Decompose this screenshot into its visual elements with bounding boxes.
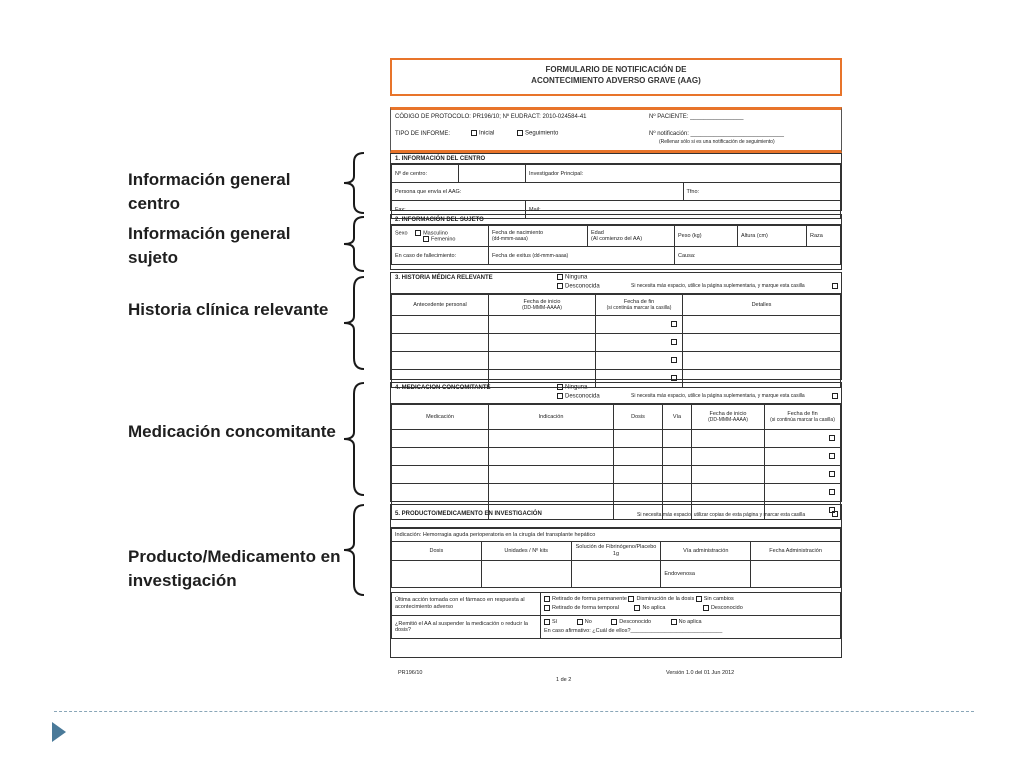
col-via: Vía [663, 405, 692, 430]
cell[interactable] [392, 466, 489, 484]
section-medicacion [390, 382, 842, 502]
section-producto [390, 504, 842, 658]
sexo-label: Sexo [395, 230, 408, 236]
historia-desconocida[interactable] [557, 283, 600, 290]
retirado-temporal-label: Retirado de forma temporal [552, 605, 619, 611]
cell[interactable] [683, 334, 841, 352]
protocol-code: CÓDIGO DE PROTOCOLO: PR196/10; Nº EUDRACT: 2010-024584-41 [395, 114, 587, 120]
checkbox-more-space[interactable] [832, 511, 838, 517]
option-desconocido2[interactable] [611, 619, 651, 625]
form-header [390, 107, 842, 153]
label-historia-clinica: Historia clínica relevante [128, 300, 329, 319]
cell[interactable] [692, 466, 765, 484]
cell[interactable] [392, 484, 489, 502]
cell[interactable] [392, 316, 489, 334]
checkbox-desconocida[interactable] [557, 393, 563, 399]
checkbox-continua[interactable] [829, 453, 835, 459]
persona-envia[interactable]: Persona que envía el AAG: [392, 183, 684, 201]
section-3-header [391, 273, 841, 294]
col-dosis: Dosis [614, 405, 663, 430]
form-title-line1: FORMULARIO DE NOTIFICACIÓN DE [545, 65, 687, 74]
table-row [392, 352, 841, 370]
section-4-title: 4. MEDICACION CONCOMITANTE [395, 385, 491, 391]
desconocida-label: Desconocida [565, 283, 600, 290]
report-type-label: TIPO DE INFORME: [395, 131, 451, 137]
centro-number-value[interactable] [459, 165, 526, 183]
option-no-aplica2[interactable] [671, 619, 702, 625]
edad-note: (Al comienzo del AA) [591, 236, 643, 242]
patient-number: Nº PACIENTE: ________________ [649, 114, 744, 120]
fax[interactable]: Fax: [392, 201, 526, 219]
table-row [392, 448, 841, 466]
checkbox-si[interactable] [544, 619, 550, 625]
checkbox-continua[interactable] [671, 321, 677, 327]
centro-number[interactable]: Nº de centro: [392, 165, 459, 183]
cell[interactable] [392, 430, 489, 448]
section-4-header [391, 383, 841, 404]
cell[interactable] [692, 430, 765, 448]
cell[interactable] [614, 448, 663, 466]
option-sin-cambios[interactable] [696, 596, 734, 602]
via-value[interactable]: Endovenosa [661, 561, 751, 588]
brace-historia [340, 276, 370, 370]
sexo-cell [392, 226, 489, 247]
col-dosis: Dosis [392, 542, 482, 561]
cell[interactable] [489, 484, 614, 502]
option-no-aplica[interactable] [634, 605, 665, 611]
option-retirado-temporal[interactable] [544, 605, 619, 611]
cell[interactable] [489, 316, 596, 334]
checkbox-more-space[interactable] [832, 393, 838, 399]
fecha-inicio-label: Fecha de inicio [709, 411, 747, 417]
cell[interactable] [683, 352, 841, 370]
masculino-label: Masculino [423, 230, 448, 236]
checkbox-retirado-temporal[interactable] [544, 605, 550, 611]
brace-producto [340, 504, 370, 596]
medicacion-table [391, 404, 841, 520]
fecha-inicio-label: Fecha de inicio [523, 299, 561, 305]
sujeto-table [391, 225, 841, 265]
fecha-fin-label: Fecha de fin [787, 411, 818, 417]
cell[interactable] [489, 430, 614, 448]
notification-number: Nº notificación: ____________________________ [649, 131, 784, 137]
desconocido2-label: Desconocido [619, 619, 652, 625]
section-1-title: 1. INFORMACIÓN DEL CENTRO [391, 154, 841, 164]
accion-table [391, 592, 841, 639]
sin-cambios-label: Sin cambios [703, 596, 734, 602]
retirado-permanente-label: Retirado de forma permanente [552, 596, 627, 602]
cell[interactable] [765, 484, 841, 502]
remitio-options [541, 616, 841, 639]
checkbox-continua[interactable] [671, 357, 677, 363]
label-informacion-centro: Información general centro [128, 170, 291, 213]
historia-ninguna[interactable] [557, 274, 587, 281]
checkbox-femenino[interactable] [423, 236, 429, 242]
sae-report-form [386, 52, 846, 682]
checkbox-continua[interactable] [829, 471, 835, 477]
checkbox-desconocido[interactable] [703, 605, 709, 611]
label-producto-medicamento: Producto/Medicamento en investigación [128, 547, 341, 590]
cell[interactable] [663, 466, 692, 484]
cell[interactable] [663, 430, 692, 448]
checkbox-disminucion[interactable] [628, 596, 634, 602]
checkbox-initial[interactable] [471, 130, 477, 136]
fecha-inicio-format: (DD-MMM-AAAA) [522, 305, 562, 311]
option-si[interactable] [544, 619, 557, 625]
cell[interactable] [489, 352, 596, 370]
fecha-exitus[interactable] [489, 247, 675, 265]
notification-note: (Rellenar sólo si es una notificación de seguimiento) [659, 139, 775, 145]
col-fecha-fin [596, 295, 683, 316]
cell[interactable] [663, 484, 692, 502]
ninguna-label: Ninguna [565, 384, 588, 391]
section-5-header [391, 505, 841, 528]
cell[interactable] [489, 466, 614, 484]
col-detalles: Detalles [683, 295, 841, 316]
label-medicacion-concomitante: Medicación concomitante [128, 422, 336, 441]
disminucion-label: Disminución de la dosis [636, 596, 695, 602]
cell[interactable] [765, 448, 841, 466]
exitus-format: (dd-mmm-aaaa) [532, 252, 569, 259]
cell[interactable] [614, 484, 663, 502]
altura[interactable]: Altura (cm) [738, 226, 807, 247]
option-disminucion[interactable] [628, 596, 694, 602]
cell[interactable] [692, 484, 765, 502]
col-medicacion: Medicación [392, 405, 489, 430]
footer-code: PR196/10 [398, 670, 423, 676]
centro-table [391, 164, 841, 219]
option-desconocido[interactable] [703, 605, 743, 611]
desconocido-label: Desconocido [710, 605, 743, 611]
footer-version: Versión 1.0 del 01 Jun 2012 [666, 670, 735, 676]
section-3-title: 3. HISTORIA MÉDICA RELEVANTE [395, 275, 493, 281]
footer-page: 1 de 2 [556, 677, 572, 683]
cell[interactable] [392, 448, 489, 466]
checkbox-masculino[interactable] [415, 230, 421, 236]
col-fecha-administracion: Fecha Administración [751, 542, 841, 561]
table-row [392, 430, 841, 448]
edad[interactable] [588, 226, 675, 247]
table-row [392, 466, 841, 484]
col-via-administracion: Vía administración [661, 542, 751, 561]
option-retirado-permanente[interactable] [544, 596, 627, 602]
section-2-title: 2. INFORMACIÓN DEL SUJETO [391, 215, 841, 225]
report-followup[interactable] [517, 130, 558, 137]
historia-table [391, 294, 841, 388]
producto-indicacion: Indicación: Hemorragia aguda perioperatoria en la cirugía del transplante hepático [392, 529, 841, 542]
followup-label: Seguimiento [525, 130, 559, 137]
checkbox-ninguna[interactable] [557, 384, 563, 390]
solucion-value[interactable] [571, 561, 661, 588]
cell[interactable] [392, 334, 489, 352]
producto-table [391, 528, 841, 588]
fecha-fin-note: (si continúa marcar la casilla) [770, 417, 835, 423]
cell[interactable] [392, 352, 489, 370]
desconocida-label: Desconocida [565, 393, 600, 400]
mail[interactable]: Mail: [526, 201, 841, 219]
col-indicacion: Indicación [489, 405, 614, 430]
slide-divider [54, 711, 974, 712]
no-aplica-label: No aplica [642, 605, 666, 611]
ultima-accion-options [541, 593, 841, 616]
col-unidades: Unidades / Nº kits [481, 542, 571, 561]
cell[interactable] [765, 466, 841, 484]
fecha-fin-note: (si continúa marcar la casilla) [606, 305, 672, 311]
edad-label: Edad [591, 230, 604, 236]
fecha-inicio-format: (DD-MMM-AAAA) [708, 417, 748, 423]
cell[interactable] [614, 430, 663, 448]
fecha-administracion-value[interactable] [751, 561, 841, 588]
table-row [392, 334, 841, 352]
cell[interactable] [683, 316, 841, 334]
exitus-label: Fecha de exitus [492, 252, 531, 259]
historia-more-space[interactable] [832, 283, 840, 290]
medicacion-desconocida[interactable] [557, 393, 600, 400]
producto-more-space[interactable] [832, 511, 840, 518]
checkbox-continua[interactable] [671, 339, 677, 345]
producto-note: Si necesita más espacio, utilizar copias de esta página y marcar esta casilla [637, 512, 806, 518]
label-informacion-sujeto: Información general sujeto [128, 224, 291, 267]
report-initial[interactable] [471, 130, 494, 137]
checkbox-no-aplica2[interactable] [671, 619, 677, 625]
checkbox-ninguna[interactable] [557, 274, 563, 280]
form-title-line2: ACONTECIMIENTO ADVERSO GRAVE (AAG) [531, 76, 701, 85]
checkbox-more-space[interactable] [832, 283, 838, 289]
checkbox-continua[interactable] [829, 489, 835, 495]
ultima-accion: Última acción tomada con el fármaco en respuesta al acontecimiento adverso [392, 593, 541, 616]
checkbox-no-aplica[interactable] [634, 605, 640, 611]
cell[interactable] [596, 334, 683, 352]
telefono[interactable]: Tfno: [683, 183, 841, 201]
checkbox-retirado-permanente[interactable] [544, 596, 550, 602]
col-antecedente: Antecedente personal [392, 295, 489, 316]
section-5-title: 5. PRODUCTO/MEDICAMENTO EN INVESTIGACIÓN [395, 511, 542, 517]
remitio-question: ¿Remitió el AA al suspender la medicación o reducir la dosis? [392, 616, 541, 639]
section-historia [390, 272, 842, 380]
femenino-label: Femenino [431, 236, 456, 243]
ninguna-label: Ninguna [565, 274, 588, 281]
dosis-value[interactable] [392, 561, 482, 588]
cell[interactable] [489, 448, 614, 466]
col-fecha-inicio [692, 405, 765, 430]
section-centro [390, 153, 842, 211]
historia-note: Si necesita más espacio, utilice la página suplementaria, y marque esta casilla [631, 283, 805, 289]
cell[interactable] [489, 334, 596, 352]
unidades-value[interactable] [481, 561, 571, 588]
brace-medicacion [340, 382, 370, 496]
play-arrow-icon [52, 722, 66, 742]
cell[interactable] [596, 352, 683, 370]
section-sujeto [390, 214, 842, 270]
investigador[interactable]: Investigador Principal: [526, 165, 841, 183]
afirmativo-question[interactable]: En caso afirmativo: ¿Cuál de ellos?______________________________ [544, 628, 723, 634]
brace-sujeto [340, 216, 370, 272]
no-label: No [584, 619, 592, 625]
checkbox-continua[interactable] [671, 375, 677, 381]
checkbox-desconocida[interactable] [557, 283, 563, 289]
checkbox-desconocido2[interactable] [611, 619, 617, 625]
col-fecha-inicio [489, 295, 596, 316]
fecha-nacimiento-format: (dd-mmm-aaaa) [492, 236, 528, 242]
cell[interactable] [663, 448, 692, 466]
raza[interactable]: Raza [807, 226, 841, 247]
initial-label: Inicial [479, 130, 495, 137]
brace-centro [340, 152, 370, 214]
medicacion-note: Si necesita más espacio, utilice la página suplementaria, y marque esta casilla [631, 393, 805, 399]
medicacion-ninguna[interactable] [557, 384, 587, 391]
medicacion-more-space[interactable] [832, 393, 840, 400]
fallecimiento: En caso de fallecimiento: [392, 247, 489, 265]
col-solucion: Solución de Fibrinógeno/Placebo 1g [571, 542, 661, 561]
fecha-nacimiento[interactable] [489, 226, 588, 247]
cell[interactable] [596, 316, 683, 334]
peso[interactable]: Peso (kg) [675, 226, 738, 247]
checkbox-no[interactable] [577, 619, 583, 625]
form-title-box [390, 58, 842, 96]
col-fecha-fin [765, 405, 841, 430]
cell[interactable] [765, 430, 841, 448]
fecha-nacimiento-label: Fecha de nacimiento [492, 230, 544, 236]
checkbox-followup[interactable] [517, 130, 523, 136]
causa[interactable]: Causa: [675, 247, 841, 265]
cell[interactable] [614, 466, 663, 484]
option-no[interactable] [577, 619, 592, 625]
table-row [392, 484, 841, 502]
checkbox-sin-cambios[interactable] [696, 596, 702, 602]
fecha-fin-label: Fecha de fin [623, 299, 655, 305]
si-label: Sí [552, 619, 558, 625]
no-aplica2-label: No aplica [678, 619, 702, 625]
table-row [392, 316, 841, 334]
checkbox-continua[interactable] [829, 435, 835, 441]
cell[interactable] [692, 448, 765, 466]
